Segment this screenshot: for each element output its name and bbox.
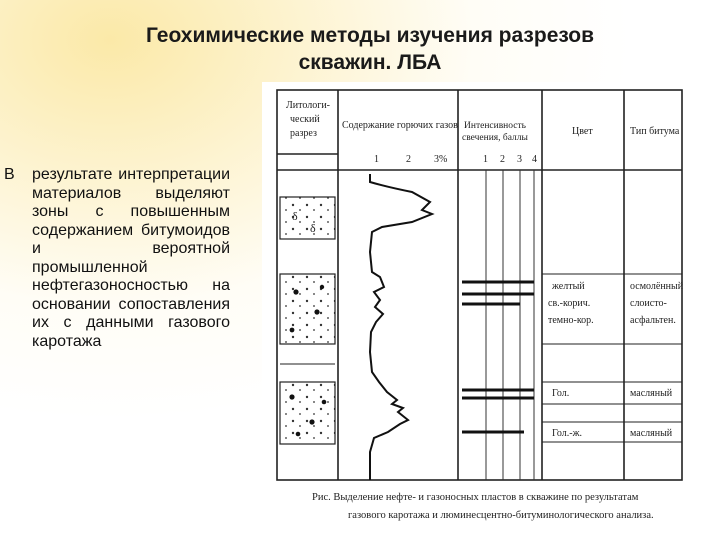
title-line-1: Геохимические методы изучения разрезов xyxy=(145,24,595,47)
points-scale-2: 2 xyxy=(500,154,505,165)
row1-type-2: слоисто- xyxy=(630,298,667,309)
header-lithology-1: Литологи- xyxy=(286,100,331,111)
row3-type: масляный xyxy=(630,428,673,439)
row1-color-2: св.-корич. xyxy=(548,298,591,309)
header-lithology-2: ческий xyxy=(290,114,320,125)
svg-text:δ: δ xyxy=(292,209,298,223)
gas-scale-2: 2 xyxy=(406,154,411,165)
header-gas-content: Содержание горючих газов xyxy=(342,120,458,131)
points-scale-1: 1 xyxy=(483,154,488,165)
row2-color: Гол. xyxy=(552,388,570,399)
gas-scale-3: 3% xyxy=(434,154,448,165)
bullet-word: В xyxy=(4,166,15,183)
header-color: Цвет xyxy=(572,126,593,137)
row3-color: Гол.-ж. xyxy=(552,428,582,439)
row1-type-3: асфальтен. xyxy=(630,315,676,326)
row2-type: масляный xyxy=(630,388,673,399)
header-intensity-2: свечения, баллы xyxy=(462,133,528,143)
header-lithology-3: разрез xyxy=(290,128,317,139)
svg-text:δ: δ xyxy=(310,221,316,235)
intensity-bars xyxy=(462,282,534,432)
slide-title xyxy=(40,22,700,76)
gas-scale-1: 1 xyxy=(374,154,379,165)
header-intensity-1: Интенсивность xyxy=(464,121,526,131)
points-scale-3: 3 xyxy=(517,154,522,165)
body-text: результате интерпретации материалов выделяют зоны с повышенным содержанием битумоидов и вероятной промышленной нефтегазоносностью на основании сопоставления их с данными газового каротажа xyxy=(32,166,230,350)
gas-content-curve xyxy=(370,174,432,480)
title-line-2: скважин. ЛБА xyxy=(298,51,442,74)
row1-color-3: темно-кор. xyxy=(548,315,594,326)
header-bitumen-type: Тип битума xyxy=(630,126,680,137)
figure-caption-2: газового каротажа и люминесцентно-битуминологического анализа. xyxy=(348,510,654,521)
row1-color-1: желтый xyxy=(552,281,585,292)
figure-caption-1: Рис. Выделение нефте- и газоносных пластов в скважине по результатам xyxy=(312,492,639,503)
points-scale-4: 4 xyxy=(532,154,537,165)
row1-type-1: осмолённый xyxy=(630,281,684,292)
lithology-column xyxy=(280,197,335,444)
well-log-figure xyxy=(262,82,692,532)
